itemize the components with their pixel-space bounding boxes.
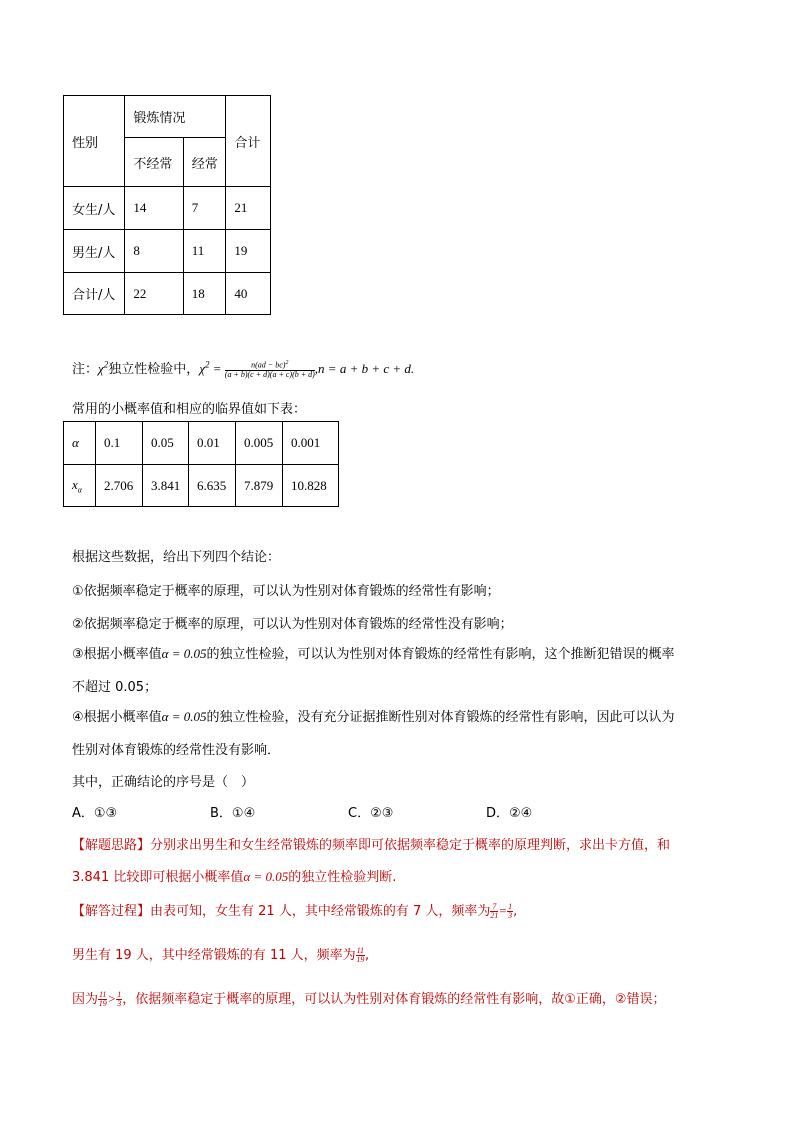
- crit-cell: 2.706: [96, 465, 143, 507]
- alpha-cell: 0.005: [236, 422, 283, 465]
- header-total: 合计: [226, 96, 271, 187]
- line1-end: ,: [513, 904, 518, 919]
- c4-b: 的独立性检验，没有充分证据推断性别对体育锻炼的经常性有影响，因此可以认为: [206, 710, 675, 725]
- question-intro: 根据这些数据，给出下列四个结论：: [72, 550, 281, 565]
- formula-numerator: n(ad − bc): [251, 360, 286, 370]
- analysis-tag: 【解题思路】: [72, 838, 151, 853]
- table-row: [64, 230, 271, 273]
- solution-tag: 【解答过程】: [72, 904, 151, 919]
- solution-text-3a: 因为: [72, 992, 99, 1007]
- chi-symbol: χ: [98, 361, 104, 376]
- f3-den: 19: [356, 955, 365, 964]
- alpha-cell: 0.1: [96, 422, 143, 465]
- formula-end: .: [410, 361, 415, 376]
- f5-num: 1: [117, 990, 122, 999]
- header-gender: 性别: [64, 96, 125, 187]
- f4-den: 19: [98, 999, 107, 1008]
- row-label: 女生/人: [64, 187, 125, 230]
- chi-exponent: 2: [103, 359, 109, 370]
- solution-text-1: 由表可知，女生有 21 人，其中经常锻炼的有 7 人，频率为: [150, 904, 491, 919]
- cell: 22: [125, 273, 183, 315]
- note-prefix: 注：: [72, 362, 99, 377]
- formula-lhs: χ: [199, 361, 205, 376]
- conclusion-3-cont: 不超过 0.05；: [72, 680, 158, 695]
- row-label: 男生/人: [64, 230, 125, 273]
- crit-cell: 6.635: [189, 465, 236, 507]
- crit-cell: 10.828: [283, 465, 339, 507]
- analysis-text-2b: 的独立性检验判断.: [288, 870, 397, 885]
- solution-line-3: [72, 988, 666, 1008]
- row-label: 合计/人: [64, 273, 125, 315]
- cell: 11: [183, 230, 226, 273]
- alpha-row: [64, 422, 339, 465]
- solution-line-2: [72, 944, 369, 964]
- conclusion-3: [72, 643, 675, 662]
- table-row: [64, 273, 271, 315]
- f4-num: 11: [99, 990, 107, 999]
- cell: 7: [183, 187, 226, 230]
- solution-text-2: 男生有 19 人，其中经常锻炼的有 11 人，频率为: [72, 948, 356, 963]
- note-test-text: 独立性检验中，: [108, 362, 200, 377]
- note-line: 注：$\chi^2$独立性检验中，$\chi^2$ = $\frac{n(ad - bc)^2}{(a + b)(c + d)(a + c)(b + d)}$ ,n = a + b + c + d.: [72, 359, 415, 379]
- question-ask: 其中，正确结论的序号是（ ）: [72, 775, 255, 790]
- analysis-text-2a: 3.841 比较即可根据小概率值: [72, 870, 244, 885]
- analysis-line-2: [72, 866, 396, 885]
- alpha-cell: 0.01: [189, 422, 236, 465]
- crit-cell: 7.879: [236, 465, 283, 507]
- option-c: C．②③: [348, 806, 394, 821]
- alpha-cell: 0.05: [143, 422, 189, 465]
- f2-den: 3: [508, 911, 513, 920]
- option-b: B．①④: [210, 806, 256, 821]
- crit-cell: 3.841: [143, 465, 189, 507]
- option-d: D．②④: [486, 806, 533, 821]
- formula-tail: ,n = a + b + c + d: [314, 361, 411, 376]
- cell: 18: [183, 273, 226, 315]
- fraction-11-19-b: [98, 991, 107, 1008]
- alpha-label: α: [64, 422, 96, 465]
- cell: 14: [125, 187, 183, 230]
- f5-den: 3: [117, 999, 122, 1008]
- table2-intro: 常用的小概率值和相应的临界值如下表：: [72, 402, 307, 417]
- analysis-line-1: [72, 834, 670, 853]
- conclusion-2: ②依据频率稳定于概率的原理，可以认为性别对体育锻炼的经常性没有影响；: [72, 617, 513, 632]
- c3-a: ③根据小概率值: [72, 647, 162, 662]
- f2-num: 1: [508, 902, 513, 911]
- x-sub: α: [77, 485, 82, 495]
- table-row: [64, 187, 271, 230]
- c3-b: 的独立性检验，可以认为性别对体育锻炼的经常性有影响，这个推断犯错误的概率: [206, 647, 675, 662]
- formula-num-exp: 2: [285, 360, 289, 367]
- gt-sign: >: [107, 991, 117, 1006]
- formula-lhs-exp: 2: [205, 359, 210, 370]
- cell: 8: [125, 230, 183, 273]
- conclusion-4: [72, 706, 675, 725]
- solution-text-3b: ，依据频率稳定于概率的原理，可以认为性别对体育锻炼的经常性有影响，故①正确，②错误；: [122, 992, 666, 1007]
- analysis-math: α = 0.05: [243, 869, 289, 884]
- f3-num: 11: [356, 946, 365, 955]
- f1-num: 7: [492, 902, 497, 911]
- cell: 40: [226, 273, 271, 315]
- equals-sign: =: [498, 903, 508, 918]
- cell: 21: [226, 187, 271, 230]
- conclusion-1: ①依据频率稳定于概率的原理，可以认为性别对体育锻炼的经常性有影响；: [72, 584, 500, 599]
- solution-line-1: [72, 900, 517, 920]
- conclusion-4-cont: 性别对体育锻炼的经常性没有影响．: [72, 743, 281, 758]
- c4-a: ④根据小概率值: [72, 710, 162, 725]
- header-exercise: 锻炼情况: [125, 96, 226, 138]
- cell: 19: [226, 230, 271, 273]
- x-label: x: [72, 476, 78, 492]
- alpha-cell: 0.001: [283, 422, 339, 465]
- c3-math: α = 0.05: [161, 646, 207, 661]
- line2-end: ,: [365, 948, 370, 963]
- header-often: 经常: [183, 138, 226, 187]
- analysis-text-1: 分别求出男生和女生经常锻炼的频率即可依据频率稳定于概率的原理判断，求出卡方值，和: [150, 838, 671, 853]
- fraction-11-19: [356, 947, 365, 964]
- chi-formula-fraction: [225, 360, 315, 379]
- critical-value-table: [63, 421, 339, 507]
- exercise-table: [63, 95, 271, 315]
- header-not-often: 不经常: [125, 138, 183, 187]
- formula-denominator: (a + b)(c + d)(a + c)(b + d): [224, 369, 315, 379]
- x-label-cell: [64, 465, 96, 507]
- critical-row: [64, 465, 339, 507]
- option-a: A．①③: [72, 806, 118, 821]
- c4-math: α = 0.05: [161, 709, 207, 724]
- f1-den: 21: [490, 911, 499, 920]
